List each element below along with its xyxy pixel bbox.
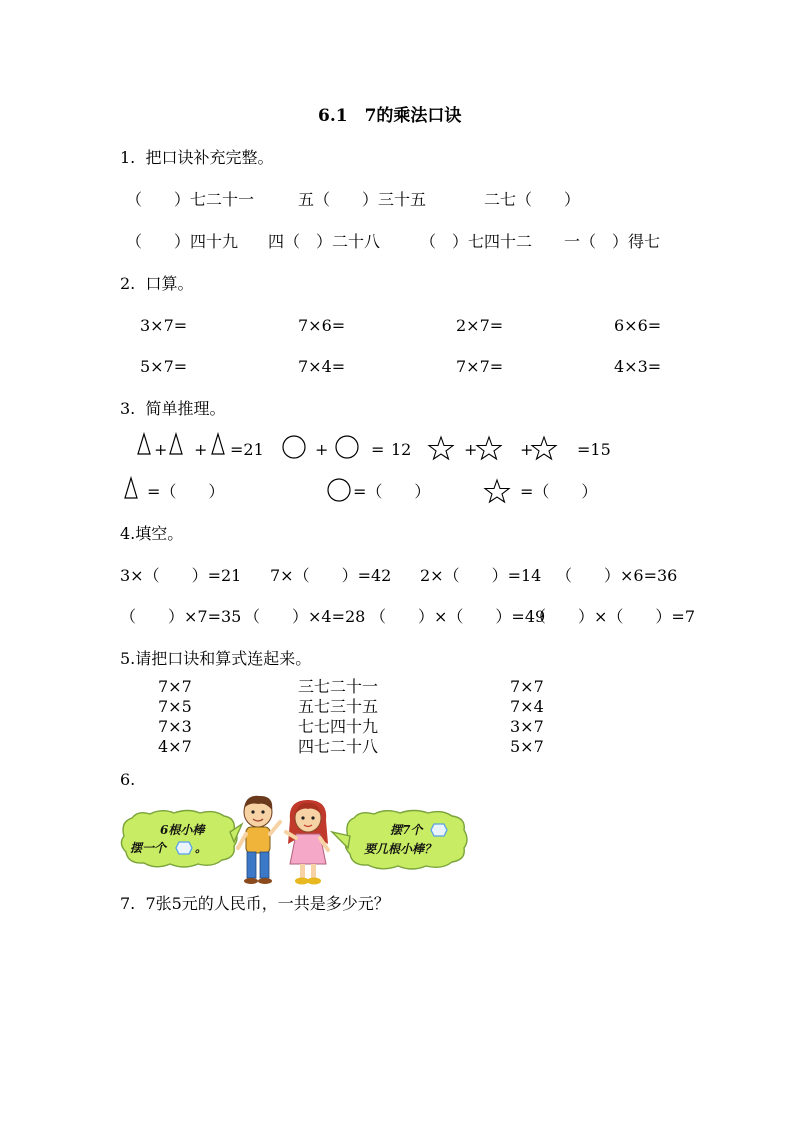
question-1-heading: 1. 把口诀补充完整。 xyxy=(120,148,274,167)
q2-item-3: 2×7= xyxy=(456,316,504,335)
q2-item-5: 5×7= xyxy=(140,357,188,376)
q1-blank-4: （ ）四十九 xyxy=(126,232,239,251)
q4-item-2: 7×（ ）=42 xyxy=(270,566,392,585)
q4-item-5: （ ）×7=35 xyxy=(120,607,242,626)
q4-item-3: 2×（ ）=14 xyxy=(420,566,542,585)
q4-item-1: 3×（ ）=21 xyxy=(120,566,242,585)
circle-sum: 12 xyxy=(391,440,412,459)
q5-left-4: 4×7 xyxy=(158,737,192,756)
question-3-heading: 3. 简单推理。 xyxy=(120,399,226,418)
star-sum: =15 xyxy=(577,440,611,459)
q4-item-8: （ ）×（ ）=7 xyxy=(530,607,695,626)
q4-item-7: （ ）×（ ）=49 xyxy=(370,607,546,626)
q5-middle-2: 五七三十五 xyxy=(298,697,379,716)
q2-item-2: 7×6= xyxy=(298,316,346,335)
circle-icon xyxy=(327,478,351,502)
circle-equals: = xyxy=(371,440,385,459)
q5-right-3: 3×7 xyxy=(510,717,544,736)
triangle-icon xyxy=(137,433,151,455)
speech-bubble-left xyxy=(118,808,242,870)
question-7-heading: 7. 7张5元的人民币，一共是多少元？ xyxy=(120,894,390,913)
q5-right-1: 7×7 xyxy=(510,677,544,696)
star-icon xyxy=(484,479,510,503)
star-icon xyxy=(476,436,502,460)
q1-blank-5: 四（ ）二十八 xyxy=(268,232,381,251)
q1-blank-1: （ ）七二十一 xyxy=(126,190,255,209)
speech-bubble-right xyxy=(330,808,472,872)
circle-icon xyxy=(335,435,359,459)
bubble-left-line-1: 6根小棒 xyxy=(160,823,205,837)
plus-sign: + xyxy=(315,440,329,459)
q1-blank-3: 二七（ ） xyxy=(484,190,581,209)
q5-right-4: 5×7 xyxy=(510,737,544,756)
girl-illustration xyxy=(282,798,334,886)
star-answer: =（ ） xyxy=(520,482,598,501)
plus-sign: + xyxy=(154,440,168,459)
q5-middle-4: 四七二十八 xyxy=(298,737,379,756)
triangle-sum: =21 xyxy=(230,440,264,459)
q2-item-4: 6×6= xyxy=(614,316,662,335)
star-icon xyxy=(428,436,454,460)
bubble-left-line-2: 摆一个 xyxy=(130,841,167,855)
q1-blank-6: （ ）七四十二 xyxy=(420,232,533,251)
star-icon xyxy=(531,436,557,460)
question-6-heading: 6. xyxy=(120,770,136,789)
q4-item-6: （ ）×4=28 xyxy=(244,607,366,626)
question-4-heading: 4.填空。 xyxy=(120,524,184,543)
boy-illustration xyxy=(232,794,284,886)
q4-item-4: （ ）×6=36 xyxy=(556,566,678,585)
q1-blank-7: 一（ ）得七 xyxy=(564,232,661,251)
triangle-icon xyxy=(211,433,225,455)
page-title: 6.1 7的乘法口诀 xyxy=(318,106,462,126)
q5-left-1: 7×7 xyxy=(158,677,192,696)
q5-left-2: 7×5 xyxy=(158,697,192,716)
circle-answer: =（ ） xyxy=(353,482,431,501)
circle-icon xyxy=(282,435,306,459)
plus-sign: + xyxy=(194,440,208,459)
triangle-icon xyxy=(169,433,183,455)
q5-left-3: 7×3 xyxy=(158,717,192,736)
question-2-heading: 2. 口算。 xyxy=(120,274,194,293)
question-5-heading: 5.请把口诀和算式连起来。 xyxy=(120,649,312,668)
q5-middle-1: 三七二十一 xyxy=(298,677,379,696)
q5-right-2: 7×4 xyxy=(510,697,544,716)
q2-item-8: 4×3= xyxy=(614,357,662,376)
plus-sign: + xyxy=(464,440,478,459)
q5-middle-3: 七七四十九 xyxy=(298,717,379,736)
hexagon-icon xyxy=(175,841,193,855)
q2-item-6: 7×4= xyxy=(298,357,346,376)
hexagon-icon xyxy=(430,823,448,837)
q1-blank-2: 五（ ）三十五 xyxy=(298,190,427,209)
q2-item-1: 3×7= xyxy=(140,316,188,335)
triangle-icon xyxy=(124,477,138,499)
triangle-answer: =（ ） xyxy=(147,482,225,501)
plus-sign: + xyxy=(520,440,534,459)
bubble-left-end: 。 xyxy=(195,841,208,855)
q2-item-7: 7×7= xyxy=(456,357,504,376)
bubble-right-line-2: 要几根小棒？ xyxy=(364,842,437,856)
bubble-right-line-1: 摆7个 xyxy=(390,823,423,837)
